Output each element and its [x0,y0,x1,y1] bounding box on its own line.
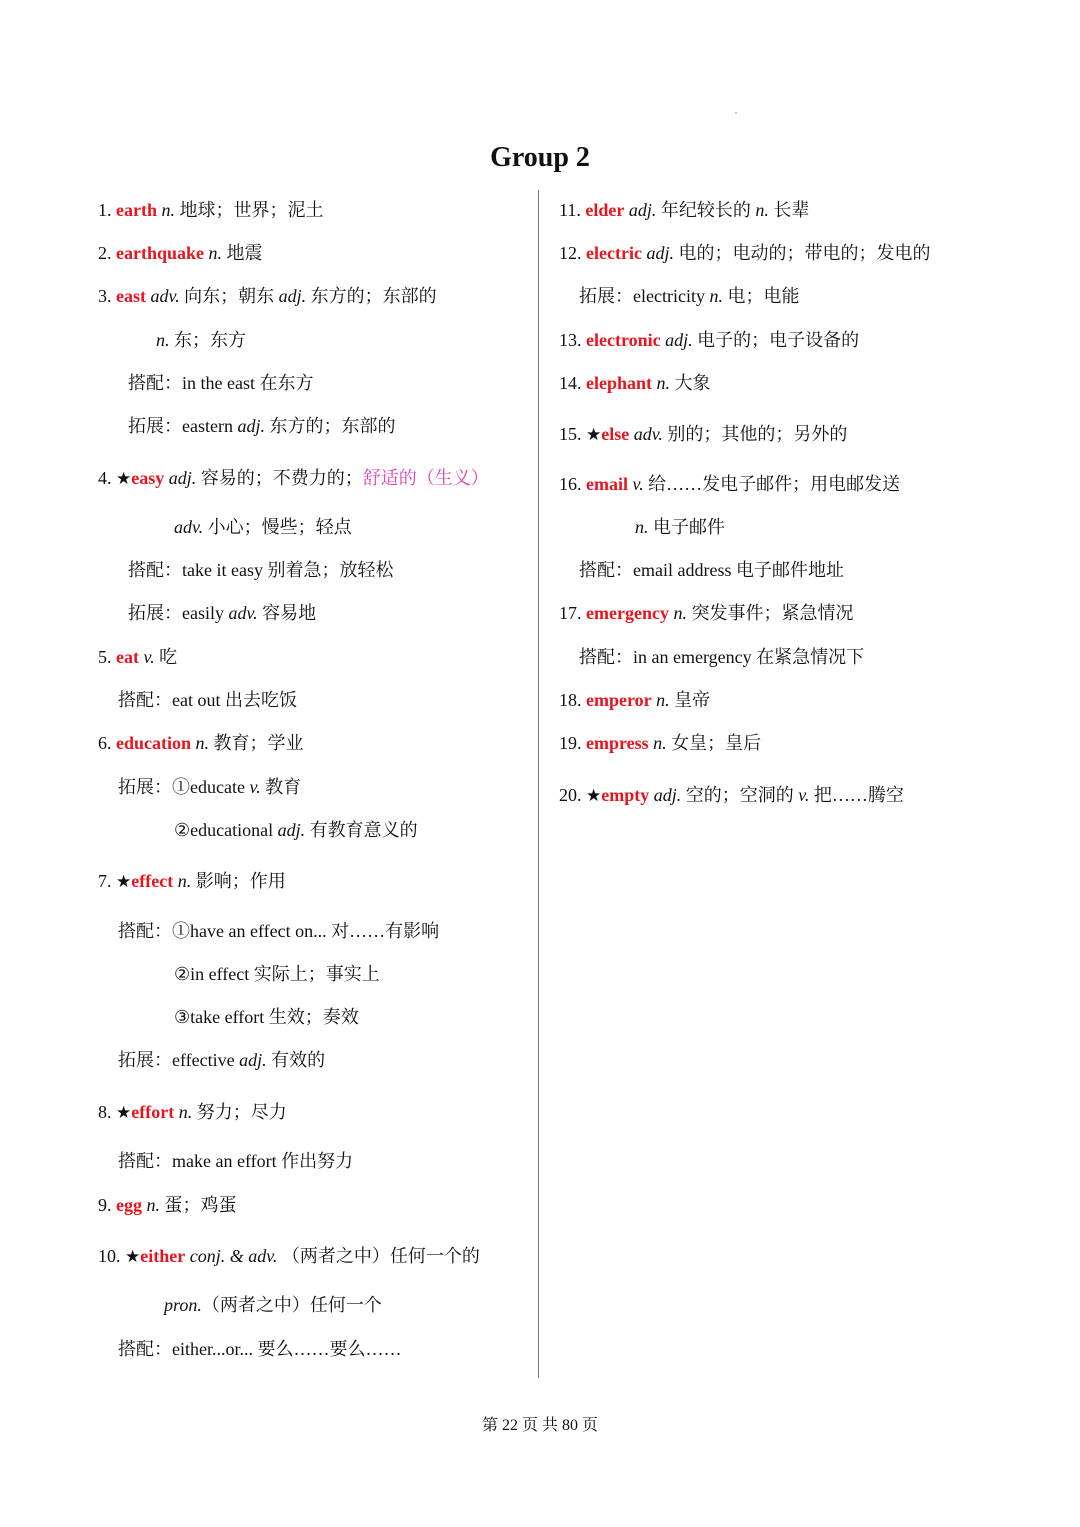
headword: empress [586,733,649,753]
entry-easy: 4. ★easy adj. 容易的；不费力的；舒适的（生义） [98,468,489,489]
headword: earth [116,200,157,220]
entry-education-extension: 拓展：①educate v. 教育 [118,777,302,797]
entry-east: 3. east adv. 向东；朝东 adj. 东方的；东部的 [98,286,437,306]
star-icon: ★ [116,469,132,489]
entry-electric-extension: 拓展：electricity n. 电；电能 [579,286,800,306]
entry-easy-sense2: adv. 小心；慢些；轻点 [174,517,352,537]
headword: electric [586,243,642,263]
entry-either: 10. ★either conj. & adv. （两者之中）任何一个的 [98,1246,480,1267]
entry-egg: 9. egg n. 蛋；鸡蛋 [98,1195,237,1215]
entry-empress: 19. empress n. 女皇；皇后 [559,733,762,753]
entry-eat: 5. eat v. 吃 [98,647,178,667]
headword: easy [131,468,165,488]
entry-electric: 12. electric adj. 电的；电动的；带电的；发电的 [559,243,931,263]
entry-earth: 1. earth n. 地球；世界；泥土 [98,200,324,220]
headword: elephant [586,373,653,393]
star-icon: ★ [116,1103,132,1123]
headword: egg [116,1195,142,1215]
entry-elder: 11. elder adj. 年纪较长的 n. 长辈 [559,200,810,220]
entry-email-sense2: n. 电子邮件 [635,517,725,537]
headword: effect [131,871,174,891]
extended-meaning: 舒适的（生义） [362,468,489,488]
headword: emperor [586,690,652,710]
entry-east-extension: 拓展：eastern adj. 东方的；东部的 [128,416,396,436]
entry-earthquake: 2. earthquake n. 地震 [98,243,263,263]
entry-else: 15. ★else adv. 别的；其他的；另外的 [559,424,848,445]
star-icon: ★ [125,1247,141,1267]
star-icon: ★ [586,786,602,806]
entry-effort-collocation: 搭配：make an effort 作出努力 [118,1151,354,1171]
entry-emergency-collocation: 搭配：in an emergency 在紧急情况下 [579,647,865,667]
headword: electronic [586,330,661,350]
entry-electronic: 13. electronic adj. 电子的；电子设备的 [559,330,860,350]
entry-either-sense2: pron.（两者之中）任何一个 [164,1295,382,1315]
headword: effort [131,1102,175,1122]
headword: email [586,474,628,494]
entry-emperor: 18. emperor n. 皇帝 [559,690,711,710]
entry-education-extension-2: ②educational adj. 有教育意义的 [174,820,418,840]
star-icon: ★ [116,872,132,892]
entry-effect-collocation: 搭配：①have an effect on... 对……有影响 [118,921,440,941]
entry-empty: 20. ★empty adj. 空的；空洞的 v. 把……腾空 [559,785,904,806]
entry-easy-extension: 拓展：easily adv. 容易地 [128,603,317,623]
page-title: Group 2 [490,142,590,173]
entry-emergency: 17. emergency n. 突发事件；紧急情况 [559,603,854,623]
headword: earthquake [116,243,205,263]
headword: empty [601,785,650,805]
headword: elder [585,200,625,220]
headword: eat [116,647,139,667]
entry-east-collocation: 搭配：in the east 在东方 [128,373,314,393]
entry-effect: 7. ★effect n. 影响；作用 [98,871,286,892]
entry-email: 16. email v. 给……发电子邮件；用电邮发送 [559,474,901,494]
page-footer: 第 22 页 共 80 页 [481,1417,598,1434]
headword: east [116,286,146,306]
headword: education [116,733,192,753]
entry-elephant: 14. elephant n. 大象 [559,373,711,393]
star-icon: ★ [586,425,602,445]
headword: else [601,424,630,444]
entry-education: 6. education n. 教育；学业 [98,733,304,753]
entry-either-collocation: 搭配：either...or... 要么……要么…… [118,1339,402,1359]
entry-effect-collocation-2: ②in effect 实际上；事实上 [174,964,380,984]
entry-easy-collocation: 搭配：take it easy 别着急；放轻松 [128,560,394,580]
entry-effort: 8. ★effort n. 努力；尽力 [98,1102,287,1123]
headword: either [140,1246,186,1266]
entry-email-collocation: 搭配：email address 电子邮件地址 [579,560,844,580]
entry-eat-collocation: 搭配：eat out 出去吃饭 [118,690,297,710]
entry-effect-collocation-3: ③take effort 生效；奏效 [174,1007,359,1027]
entry-effect-extension: 拓展：effective adj. 有效的 [118,1050,326,1070]
headword: emergency [586,603,669,623]
entry-east-sense2: n. 东；东方 [156,330,246,350]
